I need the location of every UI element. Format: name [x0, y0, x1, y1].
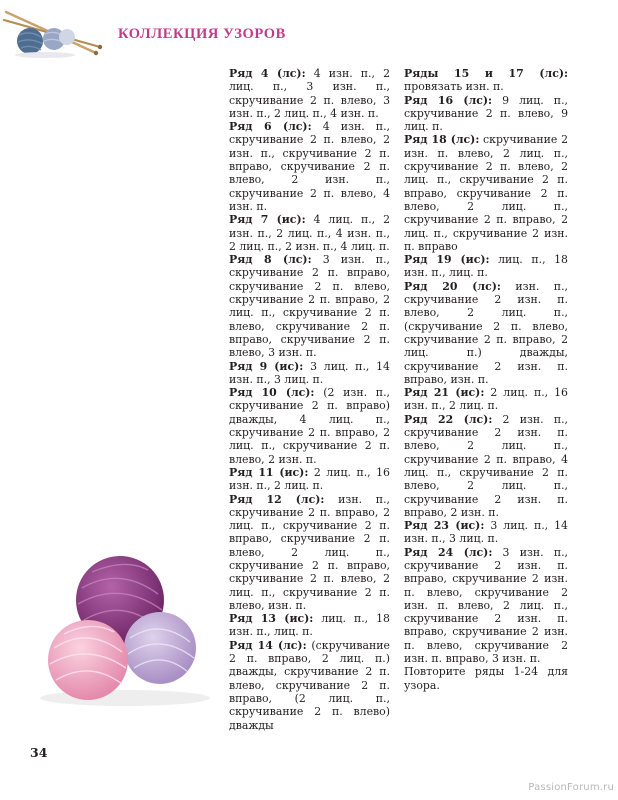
- pattern-repeat-note: Повторите ряды 1-24 для узора.: [404, 665, 568, 692]
- pattern-row: Ряд 19 (ис): лиц. п., 18 изн. п., лиц. п.: [404, 253, 568, 280]
- pattern-column-left: [229, 67, 390, 732]
- pattern-row: Ряд 12 (лс): изн. п., скручивание 2 п. вправо, 2 лиц. п., скручивание 2 п. вправо, скручивание 2 п. влево, 2 лиц. п., скручивание 2 п. вправо, скручивание 2 п. влево, 2 лиц. п., скручивание 2 п. влево, изн. п.: [229, 492, 390, 612]
- pattern-row: Ряд 24 (лс): 3 изн. п., скручивание 2 изн. п. вправо, скручивание 2 изн. п. влево, скручивание 2 изн. п. влево, 2 лиц. п., скручивание 2 изн. п. вправо, скручивание 2 изн. п. влево, скручивание 2 изн. п. вправо, 3 изн. п.: [404, 545, 568, 666]
- page-title: КОЛЛЕКЦИЯ УЗОРОВ: [118, 26, 286, 42]
- pattern-row: Ряд 6 (лс): 4 изн. п., скручивание 2 п. влево, 2 изн. п., скручивание 2 п. вправо, скручивание 2 п. влево, 2 изн. п., скручивание 2 п. влево, 4 изн. п.: [229, 120, 390, 213]
- pattern-row: Ряд 9 (ис): 3 лиц. п., 14 изн. п., 3 лиц. п.: [229, 359, 390, 386]
- pattern-row: Ряд 13 (ис): лиц. п., 18 изн. п., лиц. п.: [229, 612, 390, 639]
- yarn-balls-illustration: [30, 548, 220, 708]
- pattern-row: Ряд 18 (лс): скручивание 2 изн. п. влево, 2 лиц. п., скручивание 2 п. влево, 2 лиц. п., скручивание 2 п. вправо, скручивание 2 п. влево, 2 лиц. п., скручивание 2 п. вправо, 2 лиц. п., скручивание 2 изн. п. вправо: [404, 133, 568, 253]
- yarn-balls-needles-icon: [0, 0, 112, 62]
- pattern-row: Ряд 4 (лс): 4 изн. п., 2 лиц. п., 3 изн. п., скручивание 2 п. влево, 3 изн. п., 2 лиц. п., 4 изн. п.: [229, 67, 390, 120]
- pattern-row: Ряд 11 (ис): 2 лиц. п., 16 изн. п., 2 лиц. п.: [229, 465, 390, 493]
- page-number: 34: [30, 745, 48, 760]
- pattern-row: Ряд 8 (лс): 3 изн. п., скручивание 2 п. вправо, скручивание 2 п. влево, скручивание 2 п. вправо, 2 лиц. п., скручивание 2 п. влево, скручивание 2 п. вправо, скручивание 2 п. влево, 3 изн. п.: [229, 253, 390, 360]
- pattern-row: Ряд 21 (ис): 2 лиц. п., 16 изн. п., 2 лиц. п.: [404, 386, 568, 413]
- pattern-row: Ряды 15 и 17 (лс): провязать изн. п.: [404, 67, 568, 94]
- pattern-row: Ряд 20 (лс): изн. п., скручивание 2 изн. п. влево, 2 лиц. п., (скручивание 2 п. влево, скручивание 2 п. вправо, 2 лиц. п.) дважды, скручивание 2 изн. п. вправо, изн. п.: [404, 279, 568, 386]
- page-header: [0, 0, 618, 70]
- pattern-row: Ряд 22 (лс): 2 изн. п., скручивание 2 изн. п. влево, 2 лиц. п., скручивание 2 п. вправо, 4 лиц. п., скручивание 2 п. влево, 2 лиц. п., скручивание 2 изн. п. вправо, 2 изн. п.: [404, 412, 568, 519]
- pattern-row: Ряд 16 (лс): 9 лиц. п., скручивание 2 п. влево, 9 лиц. п.: [404, 93, 568, 134]
- pattern-row: Ряд 10 (лс): (2 изн. п., скручивание 2 п. вправо) дважды, 4 лиц. п., скручивание 2 п. вправо, 2 лиц. п., скручивание 2 п. влево, 2 изн. п.: [229, 386, 390, 466]
- pattern-row: Ряд 7 (ис): 4 лиц. п., 2 изн. п., 2 лиц. п., 4 изн. п., 2 лиц. п., 2 изн. п., 4 лиц. п.: [229, 213, 390, 253]
- watermark: PassionForum.ru: [528, 782, 614, 793]
- pattern-row: Ряд 23 (ис): 3 лиц. п., 14 изн. п., 3 лиц. п.: [404, 519, 568, 546]
- pattern-column-right: [404, 67, 568, 692]
- pattern-row: Ряд 14 (лс): (скручивание 2 п. вправо, 2 лиц. п.) дважды, скручивание 2 п. влево, скручивание 2 п. вправо, (2 лиц. п., скручивание 2 п. влево) дважды: [229, 638, 390, 732]
